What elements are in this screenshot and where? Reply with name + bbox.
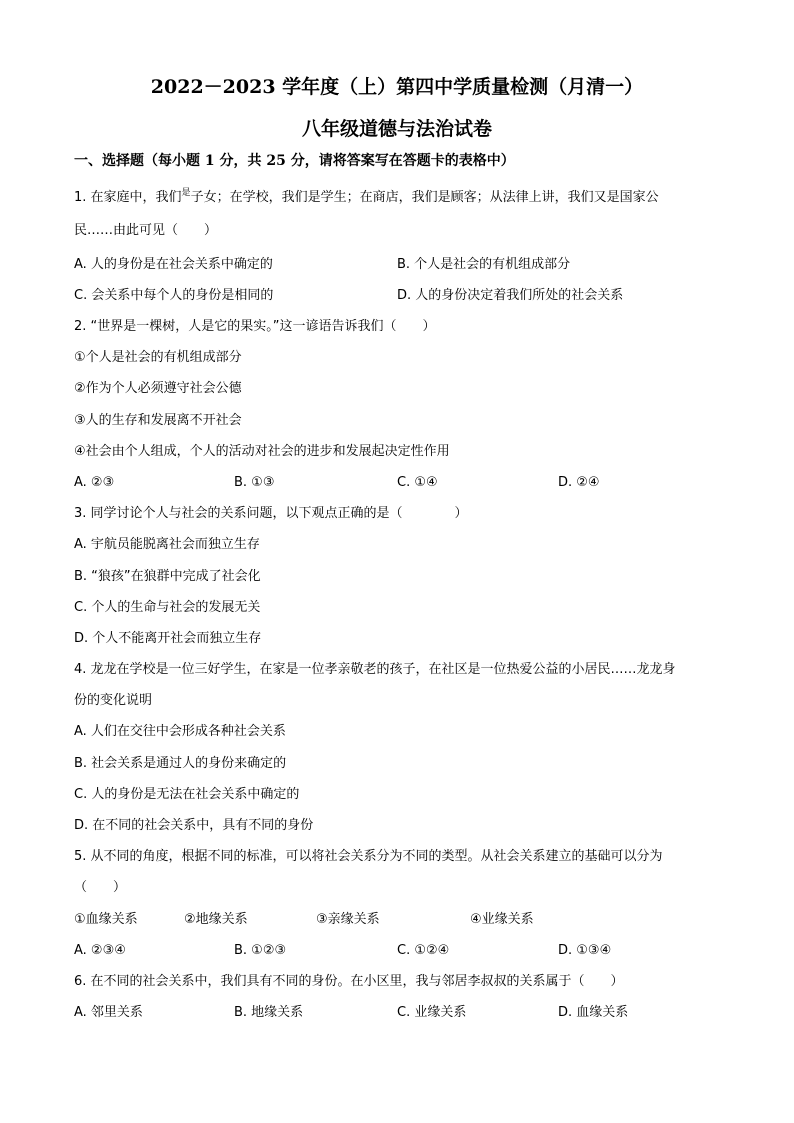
q5-option-a: A. ②③④ bbox=[74, 943, 126, 958]
q3-stem: 3. 同学讨论个人与社会的关系问题，以下观点正确的是（ ） bbox=[74, 506, 468, 521]
q5-stem-line2: （ ） bbox=[74, 880, 127, 895]
exam-subtitle: 八年级道德与法治试卷 bbox=[301, 118, 492, 140]
q2-item-4: ④社会由个人组成，个人的活动对社会的进步和发展起决定性作用 bbox=[74, 444, 450, 459]
q2-stem: 2. “世界是一棵树，人是它的果实。”这一谚语告诉我们（ ） bbox=[74, 319, 436, 334]
q3-option-b: B. “狼孩”在狼群中完成了社会化 bbox=[74, 569, 261, 584]
q5-stem-line1: 5. 从不同的角度，根据不同的标准，可以将社会关系分为不同的类型。从社会关系建立的基础可以分为 bbox=[74, 849, 663, 864]
q1-option-b: B. 个人是社会的有机组成部分 bbox=[397, 257, 571, 272]
q2-option-c: C. ①④ bbox=[397, 475, 438, 490]
q3-option-a: A. 宇航员能脱离社会而独立生存 bbox=[74, 537, 260, 552]
q1-option-d: D. 人的身份决定着我们所处的社会关系 bbox=[397, 288, 624, 303]
q5-item-1: ①血缘关系 bbox=[74, 912, 138, 927]
q2-item-1: ①个人是社会的有机组成部分 bbox=[74, 350, 242, 365]
q5-option-d: D. ①③④ bbox=[558, 943, 612, 958]
q4-option-d: D. 在不同的社会关系中，具有不同的身份 bbox=[74, 818, 314, 833]
q5-item-2: ②地缘关系 bbox=[184, 912, 248, 927]
q4-stem-line1: 4. 龙龙在学校是一位三好学生，在家是一位孝亲敬老的孩子，在社区是一位热爱公益的小居民……龙龙身 bbox=[74, 662, 676, 677]
q2-option-b: B. ①③ bbox=[234, 475, 275, 490]
section-heading: 一、选择题（每小题 1 分，共 25 分，请将答案写在答题卡的表格中） bbox=[74, 153, 515, 169]
q2-item-2: ②作为个人必须遵守社会公德 bbox=[74, 381, 242, 396]
q5-item-3: ③亲缘关系 bbox=[316, 912, 380, 927]
q2-item-3: ③人的生存和发展离不开社会 bbox=[74, 413, 242, 428]
q2-option-a: A. ②③ bbox=[74, 475, 115, 490]
q6-stem: 6. 在不同的社会关系中，我们具有不同的身份。在小区里，我与邻居李叔叔的关系属于（ ） bbox=[74, 974, 624, 989]
q2-option-d: D. ②④ bbox=[558, 475, 600, 490]
q6-option-d: D. 血缘关系 bbox=[558, 1005, 629, 1020]
q5-item-4: ④业缘关系 bbox=[470, 912, 534, 927]
q1-text-a: 1. 在家庭中，我们 bbox=[74, 190, 182, 205]
q1-option-a: A. 人的身份是在社会关系中确定的 bbox=[74, 257, 273, 272]
q5-option-c: C. ①②④ bbox=[397, 943, 450, 958]
q1-option-c: C. 会关系中每个人的身份是相同的 bbox=[74, 288, 274, 303]
q1-stem-line1 bbox=[74, 189, 659, 208]
q1-text-b: 子女；在学校，我们是学生；在商店，我们是顾客；从法律上讲，我们又是国家公 bbox=[190, 190, 659, 205]
q1-superscript: 是 bbox=[181, 188, 191, 198]
q4-option-c: C. 人的身份是无法在社会关系中确定的 bbox=[74, 787, 300, 802]
q4-option-b: B. 社会关系是通过人的身份来确定的 bbox=[74, 756, 287, 771]
q3-option-d: D. 个人不能离开社会而独立生存 bbox=[74, 631, 262, 646]
q5-option-b: B. ①②③ bbox=[234, 943, 287, 958]
q3-option-c: C. 个人的生命与社会的发展无关 bbox=[74, 600, 261, 615]
q4-stem-line2: 份的变化说明 bbox=[74, 693, 153, 708]
q6-option-b: B. 地缘关系 bbox=[234, 1005, 304, 1020]
q6-option-a: A. 邻里关系 bbox=[74, 1005, 143, 1020]
q1-stem-line2: 民……由此可见（ ） bbox=[74, 223, 218, 238]
q6-option-c: C. 业缘关系 bbox=[397, 1005, 467, 1020]
q4-option-a: A. 人们在交往中会形成各种社会关系 bbox=[74, 724, 286, 739]
exam-title: 2022－2023 学年度（上）第四中学质量检测（月清一） bbox=[150, 76, 644, 98]
